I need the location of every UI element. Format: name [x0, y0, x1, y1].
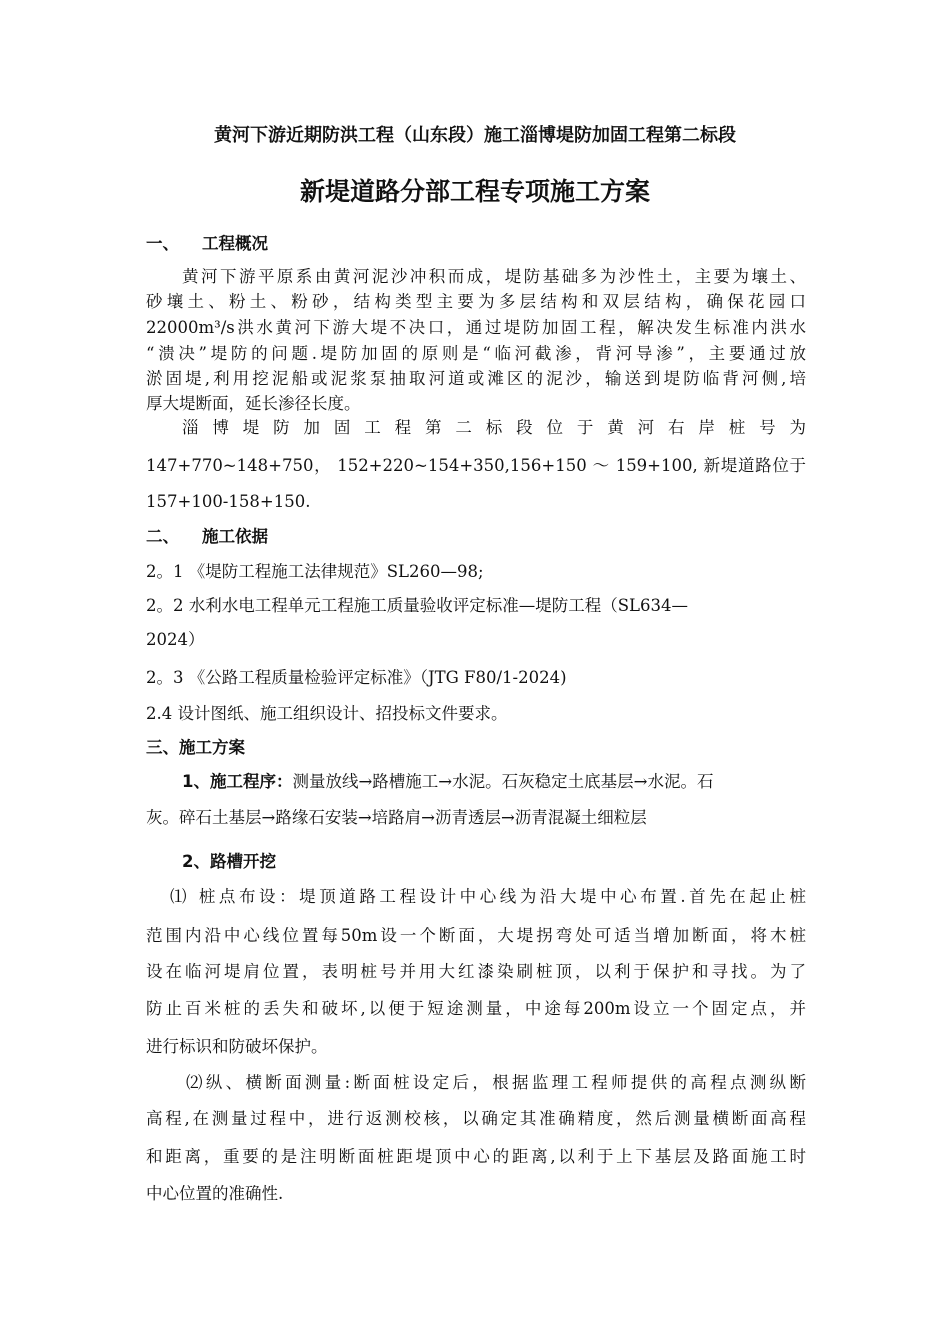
sec2-item: 2。1 《堤防工程施工法律规范》SL260—98;: [146, 562, 484, 581]
sec3-step1-line: [182, 770, 806, 794]
sec1-p1-line: 黄河下游平原系由黄河泥沙冲积而成，堤防基础多为沙性土，主要为壤土、: [182, 267, 806, 286]
sec2-item: 2。2 水利水电工程单元工程施工质量验收评定标准—堤防工程（SL634—: [146, 596, 688, 615]
sec3-p2-line: ⑵纵、横断面测量:断面桩设定后，根据监理工程师提供的高程点测纵断: [186, 1073, 806, 1092]
sec3-p1-line: 进行标识和防破坏保护。: [146, 1037, 328, 1056]
sec3-p1-line: 设在临河堤肩位置，表明桩号并用大红漆染刷桩顶，以利于保护和寻找。为了: [146, 962, 806, 981]
sec2-item: 2.4 设计图纸、施工组织设计、招投标文件要求。: [146, 704, 508, 723]
section-2-title: 施工依据: [202, 527, 268, 546]
section-1-title: 工程概况: [202, 234, 268, 253]
section-2-heading: [146, 525, 806, 549]
sec3-p1-line: ⑴ 桩点布设：堤顶道路工程设计中心线为沿大堤中心布置.首先在起止桩: [170, 887, 806, 906]
sec3-step1-text: 测量放线→路槽施工→水泥。石灰稳定土底基层→水泥。石: [292, 772, 714, 791]
sec3-p2-line: 高程,在测量过程中，进行返测校核，以确定其准确精度，然后测量横断面高程: [146, 1109, 806, 1128]
sec1-p2-line: 147+770~148+750， 152+220~154+350,156+150 ～ 159+100, 新堤道路位于: [146, 456, 806, 475]
sec1-p2-line: 157+100-158+150.: [146, 492, 311, 511]
sec1-p1-line: 厚大堤断面，延长渗径长度。: [146, 394, 361, 413]
sec3-p1-line: 防止百米桩的丢失和破坏,以便于短途测量，中途每200m设立一个固定点，并: [146, 999, 806, 1018]
sec2-item: 2。3 《公路工程质量检验评定标准》（JTG F80/1-2024): [146, 668, 567, 687]
sec1-p1-line: “溃决”堤防的问题.堤防加固的原则是“临河截渗，背河导渗”，主要通过放: [146, 344, 806, 363]
sec3-step2-label: 2、路槽开挖: [182, 852, 276, 871]
sec3-step1-label: 1、施工程序：: [182, 772, 293, 791]
section-3-heading: 三、施工方案: [146, 738, 245, 757]
sec3-p2-line: 和距离，重要的是注明断面桩距堤顶中心的距离,以利于上下基层及路面施工时: [146, 1147, 806, 1166]
sec3-p2-line: 中心位置的准确性.: [146, 1184, 284, 1203]
section-1-heading: [146, 232, 806, 256]
sec2-item: 2024）: [146, 630, 205, 649]
sec1-p1-line: 22000m³/s洪水黄河下游大堤不决口，通过堤防加固工程，解决发生标准内洪水: [146, 318, 806, 337]
section-1-number: 一、: [146, 234, 179, 253]
document-title: 新堤道路分部工程专项施工方案: [299, 177, 650, 206]
sec3-step1-line2: 灰。碎石土基层→路缘石安装→培路肩→沥青透层→沥青混凝土细粒层: [146, 808, 647, 827]
sec3-p1-line: 范围内沿中心线位置每50m设一个断面，大堤拐弯处可适当增加断面，将木桩: [146, 926, 806, 945]
document-subtitle: 黄河下游近期防洪工程（山东段）施工淄博堤防加固工程第二标段: [214, 125, 736, 146]
section-2-number: 二、: [146, 527, 179, 546]
sec1-p1-line: 砂壤土、粉土、粉砂，结构类型主要为多层结构和双层结构，确保花园口: [146, 292, 806, 311]
sec1-p1-line: 淤固堤,利用挖泥船或泥浆泵抽取河道或滩区的泥沙，输送到堤防临背河侧,培: [146, 369, 806, 388]
sec1-p2-line: 淄博堤防加固工程第二标段位于黄河右岸桩号为: [182, 418, 806, 437]
